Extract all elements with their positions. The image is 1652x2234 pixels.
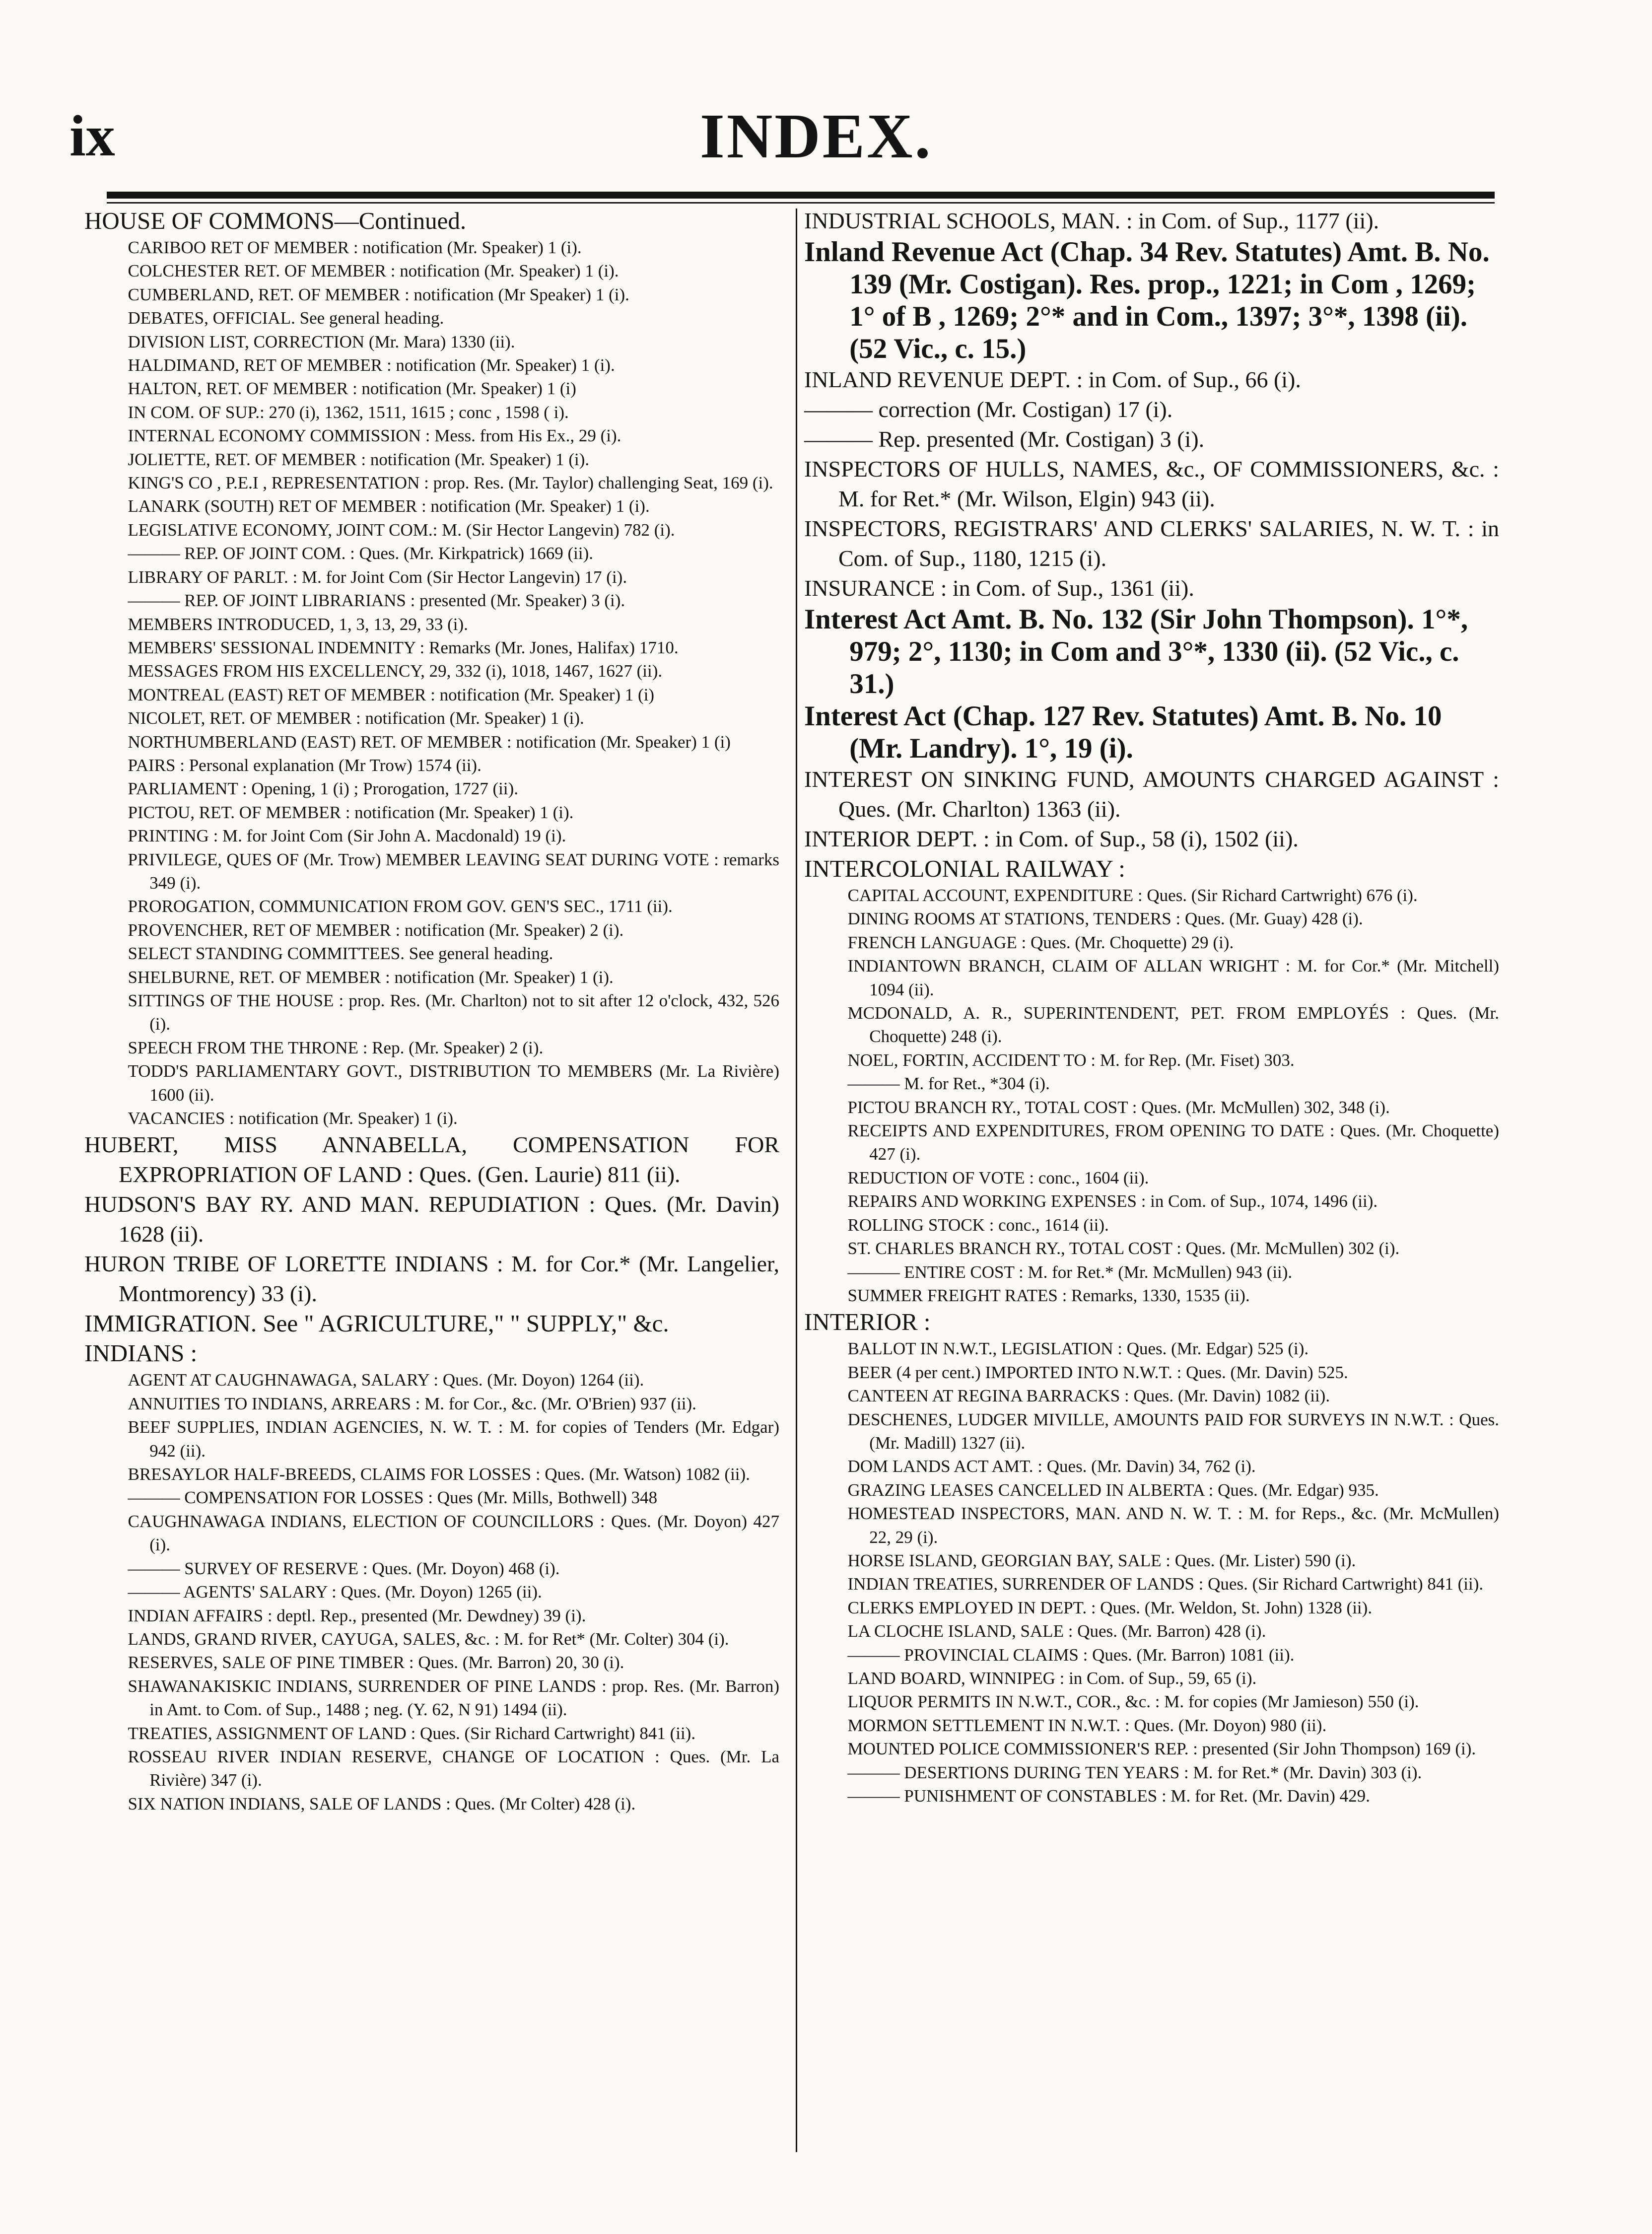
- right-column: [804, 206, 1499, 1808]
- index-entry: LA CLOCHE ISLAND, SALE : Ques. (Mr. Barron) 428 (i).: [847, 1621, 1266, 1641]
- index-entry: ANNUITIES TO INDIANS, ARREARS : M. for Cor., &c. (Mr. O'Brien) 937 (ii).: [128, 1394, 696, 1413]
- index-entry: JOLIETTE, RET. OF MEMBER : notification (Mr. Speaker) 1 (i).: [128, 449, 590, 469]
- index-entry: AGENT AT CAUGHNAWAGA, SALARY : Ques. (Mr. Doyon) 1264 (ii).: [128, 1370, 644, 1390]
- index-entry: LANARK (SOUTH) RET OF MEMBER : notification (Mr. Speaker) 1 (i).: [128, 496, 650, 516]
- index-entry: CAUGHNAWAGA INDIANS, ELECTION OF COUNCILLORS : Ques. (Mr. Doyon) 427 (i).: [128, 1511, 779, 1555]
- index-entry: Interest Act Amt. B. No. 132 (Sir John Thompson). 1°*, 979; 2°, 1130; in Com and 3°*, 1330 (ii). (52 Vic., c. 31.): [804, 604, 1468, 699]
- index-entry: MEMBERS' SESSIONAL INDEMNITY : Remarks (Mr. Jones, Halifax) 1710.: [128, 637, 679, 657]
- page-title: INDEX.: [700, 101, 933, 171]
- index-entry: GRAZING LEASES CANCELLED IN ALBERTA : Ques. (Mr. Edgar) 935.: [847, 1480, 1379, 1500]
- index-entry: MCDONALD, A. R., SUPERINTENDENT, PET. FROM EMPLOYÉS : Ques. (Mr. Choquette) 248 (i).: [847, 1003, 1499, 1047]
- index-entry: MEMBERS INTRODUCED, 1, 3, 13, 29, 33 (i).: [128, 614, 468, 634]
- index-entry: TREATIES, ASSIGNMENT OF LAND : Ques. (Sir Richard Cartwright) 841 (ii).: [128, 1723, 696, 1743]
- index-entry: DESCHENES, LUDGER MIVILLE, AMOUNTS PAID FOR SURVEYS IN N.W.T. : Ques. (Mr. Madill) 1327 (ii).: [847, 1409, 1499, 1453]
- index-entry: DEBATES, OFFICIAL. See general heading.: [128, 308, 444, 328]
- index-entry: BEEF SUPPLIES, INDIAN AGENCIES, N. W. T. : M. for copies of Tenders (Mr. Edgar) 942 (ii).: [128, 1417, 779, 1461]
- index-entry: IMMIGRATION. See " AGRICULTURE," " SUPPLY," &c.: [84, 1310, 669, 1337]
- column-divider: [796, 209, 797, 2152]
- index-entry: INSURANCE : in Com. of Sup., 1361 (ii).: [804, 575, 1194, 601]
- index-entry: INDIANS :: [84, 1339, 198, 1367]
- index-entry: COLCHESTER RET. OF MEMBER : notification (Mr. Speaker) 1 (i).: [128, 261, 619, 281]
- index-entry: PICTOU, RET. OF MEMBER : notification (Mr. Speaker) 1 (i).: [128, 802, 574, 822]
- index-entry: CARIBOO RET OF MEMBER : notification (Mr. Speaker) 1 (i).: [128, 238, 582, 257]
- index-entry: INDIAN AFFAIRS : deptl. Rep., presented (Mr. Dewdney) 39 (i).: [128, 1606, 586, 1625]
- index-entry: HUBERT, MISS ANNABELLA, COMPENSATION FOR EXPROPRIATION OF LAND : Ques. (Gen. Laurie) 811 (ii).: [84, 1132, 779, 1187]
- index-entry: KING'S CO , P.E.I , REPRESENTATION : prop. Res. (Mr. Taylor) challenging Seat, 169 (i).: [128, 473, 773, 493]
- index-entry: VACANCIES : notification (Mr. Speaker) 1 (i).: [128, 1109, 458, 1128]
- index-entry: ——— M. for Ret., *304 (i).: [847, 1074, 1050, 1094]
- header-rule-thin: [107, 202, 1495, 204]
- index-entry: LIBRARY OF PARLT. : M. for Joint Com (Sir Hector Langevin) 17 (i).: [128, 567, 627, 587]
- index-entry: PROROGATION, COMMUNICATION FROM GOV. GEN'S SEC., 1711 (ii).: [128, 897, 673, 916]
- index-entry: NOEL, FORTIN, ACCIDENT TO : M. for Rep. (Mr. Fiset) 303.: [847, 1050, 1295, 1070]
- index-entry: ST. CHARLES BRANCH RY., TOTAL COST : Ques. (Mr. McMullen) 302 (i).: [847, 1239, 1400, 1258]
- index-entry: LANDS, GRAND RIVER, CAYUGA, SALES, &c. : M. for Ret* (Mr. Colter) 304 (i).: [128, 1629, 729, 1649]
- index-entry: ROSSEAU RIVER INDIAN RESERVE, CHANGE OF LOCATION : Ques. (Mr. La Rivière) 347 (i).: [128, 1746, 779, 1790]
- index-entry: HALDIMAND, RET OF MEMBER : notification (Mr. Speaker) 1 (i).: [128, 355, 615, 375]
- index-entry: ——— DESERTIONS DURING TEN YEARS : M. for Ret.* (Mr. Davin) 303 (i).: [847, 1762, 1422, 1782]
- index-entry: IN COM. OF SUP.: 270 (i), 1362, 1511, 1615 ; conc , 1598 ( i).: [128, 402, 569, 422]
- index-entry: FRENCH LANGUAGE : Ques. (Mr. Choquette) 29 (i).: [847, 932, 1234, 952]
- index-entry: MORMON SETTLEMENT IN N.W.T. : Ques. (Mr. Doyon) 980 (ii).: [847, 1715, 1327, 1735]
- index-entry: ——— correction (Mr. Costigan) 17 (i).: [804, 397, 1173, 422]
- index-entry: HURON TRIBE OF LORETTE INDIANS : M. for Cor.* (Mr. Langelier, Montmorency) 33 (i).: [84, 1251, 779, 1307]
- index-entry: INSPECTORS OF HULLS, NAMES, &c., OF COMMISSIONERS, &c. : M. for Ret.* (Mr. Wilson, Elgin) 943 (ii).: [804, 456, 1499, 511]
- index-entry: ——— ENTIRE COST : M. for Ret.* (Mr. McMullen) 943 (ii).: [847, 1262, 1293, 1282]
- index-entry: INTERIOR DEPT. : in Com. of Sup., 58 (i), 1502 (ii).: [804, 826, 1299, 851]
- index-entry: DOM LANDS ACT AMT. : Ques. (Mr. Davin) 34, 762 (i).: [847, 1457, 1256, 1476]
- index-entry: HOMESTEAD INSPECTORS, MAN. AND N. W. T. : M. for Reps., &c. (Mr. McMullen) 22, 29 (i).: [847, 1504, 1499, 1547]
- index-entry: HORSE ISLAND, GEORGIAN BAY, SALE : Ques. (Mr. Lister) 590 (i).: [847, 1550, 1356, 1570]
- index-entry: SUMMER FREIGHT RATES : Remarks, 1330, 1535 (ii).: [847, 1285, 1250, 1305]
- index-entry: ——— SURVEY OF RESERVE : Ques. (Mr. Doyon) 468 (i).: [128, 1558, 560, 1578]
- index-entry: CUMBERLAND, RET. OF MEMBER : notification (Mr Speaker) 1 (i).: [128, 284, 629, 304]
- index-entry: RESERVES, SALE OF PINE TIMBER : Ques. (Mr. Barron) 20, 30 (i).: [128, 1653, 624, 1673]
- index-entry: LEGISLATIVE ECONOMY, JOINT COM.: M. (Sir Hector Langevin) 782 (i).: [128, 520, 675, 540]
- index-entry: INTEREST ON SINKING FUND, AMOUNTS CHARGED AGAINST : Ques. (Mr. Charlton) 1363 (ii).: [804, 767, 1499, 822]
- index-entry: CANTEEN AT REGINA BARRACKS : Ques. (Mr. Davin) 1082 (ii).: [847, 1386, 1330, 1406]
- index-entry: TODD'S PARLIAMENTARY GOVT., DISTRIBUTION TO MEMBERS (Mr. La Rivière) 1600 (ii).: [128, 1061, 779, 1105]
- index-entry: BEER (4 per cent.) IMPORTED INTO N.W.T. : Ques. (Mr. Davin) 525.: [847, 1362, 1348, 1382]
- index-entry: DINING ROOMS AT STATIONS, TENDERS : Ques. (Mr. Guay) 428 (i).: [847, 909, 1363, 929]
- left-column: [84, 206, 779, 1815]
- index-entry: NICOLET, RET. OF MEMBER : notification (Mr. Speaker) 1 (i).: [128, 708, 584, 728]
- index-entry: LIQUOR PERMITS IN N.W.T., COR., &c. : M. for copies (Mr Jamieson) 550 (i).: [847, 1692, 1419, 1712]
- index-entry: ——— REP. OF JOINT COM. : Ques. (Mr. Kirkpatrick) 1669 (ii).: [128, 544, 594, 563]
- index-entry: INSPECTORS, REGISTRARS' AND CLERKS' SALARIES, N. W. T. : in Com. of Sup., 1180, 1215 (i).: [804, 516, 1499, 571]
- index-entry: MONTREAL (EAST) RET OF MEMBER : notification (Mr. Speaker) 1 (i): [128, 685, 655, 704]
- index-entry: SPEECH FROM THE THRONE : Rep. (Mr. Speaker) 2 (i).: [128, 1038, 544, 1057]
- index-entry: PARLIAMENT : Opening, 1 (i) ; Prorogation, 1727 (ii).: [128, 779, 518, 799]
- index-entry: HUDSON'S BAY RY. AND MAN. REPUDIATION : Ques. (Mr. Davin) 1628 (ii).: [84, 1191, 779, 1247]
- index-entry: INDIANTOWN BRANCH, CLAIM OF ALLAN WRIGHT : M. for Cor.* (Mr. Mitchell) 1094 (ii).: [847, 956, 1499, 999]
- index-entry: ——— REP. OF JOINT LIBRARIANS : presented (Mr. Speaker) 3 (i).: [128, 591, 625, 611]
- index-entry: CAPITAL ACCOUNT, EXPENDITURE : Ques. (Sir Richard Cartwright) 676 (i).: [847, 886, 1418, 905]
- index-entry: ——— PROVINCIAL CLAIMS : Ques. (Mr. Barron) 1081 (ii).: [847, 1645, 1295, 1665]
- index-entry: ——— PUNISHMENT OF CONSTABLES : M. for Ret. (Mr. Davin) 429.: [847, 1786, 1370, 1806]
- page-number: ix: [69, 103, 115, 168]
- index-entry: INLAND REVENUE DEPT. : in Com. of Sup., 66 (i).: [804, 367, 1301, 392]
- index-entry: SITTINGS OF THE HOUSE : prop. Res. (Mr. Charlton) not to sit after 12 o'clock, 432, 526 (i).: [128, 991, 779, 1034]
- index-entry: HALTON, RET. OF MEMBER : notification (Mr. Speaker) 1 (i): [128, 379, 576, 399]
- index-entry: DIVISION LIST, CORRECTION (Mr. Mara) 1330 (ii).: [128, 332, 515, 351]
- index-entry: BALLOT IN N.W.T., LEGISLATION : Ques. (Mr. Edgar) 525 (i).: [847, 1339, 1309, 1359]
- index-entry: PRIVILEGE, QUES OF (Mr. Trow) MEMBER LEAVING SEAT DURING VOTE : remarks 349 (i).: [128, 849, 779, 893]
- index-entry: PAIRS : Personal explanation (Mr Trow) 1574 (ii).: [128, 755, 482, 775]
- index-entry: SHAWANAKISKIC INDIANS, SURRENDER OF PINE LANDS : prop. Res. (Mr. Barron) in Amt. to Com. of Sup., 1488 ; neg. (Y. 62, N 91) 1494 (ii).: [128, 1676, 779, 1720]
- index-entry: ——— AGENTS' SALARY : Ques. (Mr. Doyon) 1265 (ii).: [128, 1582, 542, 1602]
- index-entry: MOUNTED POLICE COMMISSIONER'S REP. : presented (Sir John Thompson) 169 (i).: [847, 1739, 1476, 1759]
- index-entry: NORTHUMBERLAND (EAST) RET. OF MEMBER : notification (Mr. Speaker) 1 (i): [128, 732, 731, 752]
- index-entry: INTERIOR :: [804, 1308, 931, 1336]
- header-rule-thick: [107, 192, 1495, 199]
- index-entry: SHELBURNE, RET. OF MEMBER : notification (Mr. Speaker) 1 (i).: [128, 967, 614, 987]
- index-entry: INTERNAL ECONOMY COMMISSION : Mess. from His Ex., 29 (i).: [128, 426, 621, 446]
- index-entry: Inland Revenue Act (Chap. 34 Rev. Statutes) Amt. B. No. 139 (Mr. Costigan). Res. prop., 1221; in Com , 1269; 1° of B , 1269; 2°* and in Com., 1397; 3°*, 1398 (ii). (52 Vic., c. 15.): [804, 236, 1490, 364]
- index-entry: LAND BOARD, WINNIPEG : in Com. of Sup., 59, 65 (i).: [847, 1669, 1257, 1688]
- index-entry: MESSAGES FROM HIS EXCELLENCY, 29, 332 (i), 1018, 1467, 1627 (ii).: [128, 661, 663, 681]
- index-entry: BRESAYLOR HALF-BREEDS, CLAIMS FOR LOSSES : Ques. (Mr. Watson) 1082 (ii).: [128, 1465, 750, 1484]
- index-entry: RECEIPTS AND EXPENDITURES, FROM OPENING TO DATE : Ques. (Mr. Choquette) 427 (i).: [847, 1121, 1499, 1164]
- index-entry: INTERCOLONIAL RAILWAY :: [804, 855, 1125, 882]
- index-entry: SELECT STANDING COMMITTEES. See general heading.: [128, 944, 553, 964]
- index-entry: SIX NATION INDIANS, SALE OF LANDS : Ques. (Mr Colter) 428 (i).: [128, 1794, 636, 1814]
- index-entry: INDUSTRIAL SCHOOLS, MAN. : in Com. of Sup., 1177 (ii).: [804, 208, 1379, 233]
- index-entry: Interest Act (Chap. 127 Rev. Statutes) Amt. B. No. 10 (Mr. Landry). 1°, 19 (i).: [804, 700, 1442, 764]
- index-entry: HOUSE OF COMMONS—Continued.: [84, 207, 467, 234]
- index-entry: CLERKS EMPLOYED IN DEPT. : Ques. (Mr. Weldon, St. John) 1328 (ii).: [847, 1598, 1373, 1617]
- index-entry: PICTOU BRANCH RY., TOTAL COST : Ques. (Mr. McMullen) 302, 348 (i).: [847, 1097, 1390, 1117]
- index-entry: REDUCTION OF VOTE : conc., 1604 (ii).: [847, 1168, 1149, 1187]
- index-entry: ROLLING STOCK : conc., 1614 (ii).: [847, 1215, 1109, 1235]
- index-entry: PRINTING : M. for Joint Com (Sir John A. Macdonald) 19 (i).: [128, 826, 566, 846]
- index-entry: INDIAN TREATIES, SURRENDER OF LANDS : Ques. (Sir Richard Cartwright) 841 (ii).: [847, 1574, 1484, 1594]
- index-entry: ——— Rep. presented (Mr. Costigan) 3 (i).: [804, 426, 1205, 452]
- index-entry: PROVENCHER, RET OF MEMBER : notification (Mr. Speaker) 2 (i).: [128, 920, 624, 940]
- index-entry: ——— COMPENSATION FOR LOSSES : Ques (Mr. Mills, Bothwell) 348: [128, 1488, 658, 1508]
- index-entry: REPAIRS AND WORKING EXPENSES : in Com. of Sup., 1074, 1496 (ii).: [847, 1191, 1378, 1211]
